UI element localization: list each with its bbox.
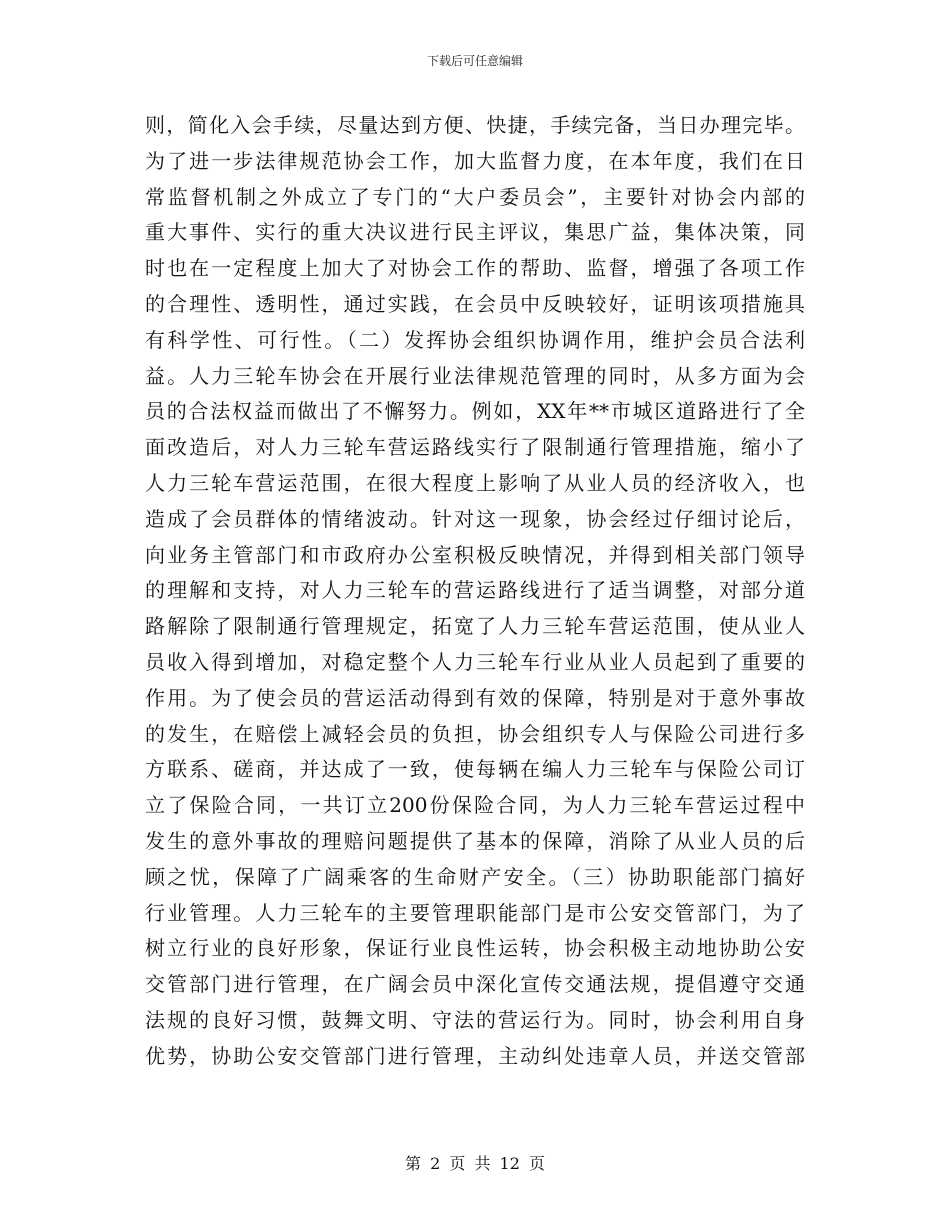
text-line: 员的合法权益而做出了不懈努力。例如，XX年**市城区道路进行了全	[145, 399, 805, 424]
text-line: 员收入得到增加，对稳定整个人力三轮车行业从业人员起到了重要的	[145, 649, 805, 674]
text-line: 益。人力三轮车协会在开展行业法律规范管理的同时，从多方面为会	[145, 363, 805, 388]
text-line: 交管部门进行管理，在广阔会员中深化宣传交通法规，提倡遵守交通	[145, 972, 805, 997]
text-line: 的理解和支持，对人力三轮车的营运路线进行了适当调整，对部分道	[145, 578, 805, 603]
text-line: 造成了会员群体的情绪波动。针对这一现象，协会经过仔细讨论后，	[145, 506, 805, 531]
text-line: 则，简化入会手续，尽量达到方便、快捷，手续完备，当日办理完毕。	[145, 113, 805, 137]
page-number: 第 2 页 共 12 页	[405, 1154, 545, 1173]
text-line: 树立行业的良好形象，保证行业良性运转，协会积极主动地协助公安	[145, 936, 805, 961]
text-line: 作用。为了使会员的营运活动得到有效的保障，特别是对于意外事故	[145, 685, 805, 710]
text-line: 重大事件、实行的重大决议进行民主评议，集思广益，集体决策，同	[145, 220, 805, 245]
text-line: 法规的良好习惯，鼓舞文明、守法的营运行为。同时，协会利用自身	[145, 1007, 805, 1032]
text-line: 有科学性、可行性。（二）发挥协会组织协调作用，维护会员合法利	[145, 327, 805, 352]
text-line: 顾之忧，保障了广阔乘客的生命财产安全。（三）协助职能部门搞好	[145, 864, 805, 889]
body-text	[145, 108, 805, 1075]
text-line: 面改造后，对人力三轮车营运路线实行了限制通行管理措施，缩小了	[145, 435, 805, 460]
text-line: 为了进一步法律规范协会工作，加大监督力度，在本年度，我们在日	[145, 148, 805, 173]
text-line: 人力三轮车营运范围，在很大程度上影响了从业人员的经济收入，也	[145, 470, 805, 495]
text-line: 立了保险合同，一共订立200份保险合同，为人力三轮车营运过程中	[145, 793, 805, 818]
text-line: 路解除了限制通行管理规定，拓宽了人力三轮车营运范围，使从业人	[145, 614, 805, 639]
text-line: 行业管理。人力三轮车的主要管理职能部门是市公安交管部门，为了	[145, 900, 805, 925]
text-line: 时也在一定程度上加大了对协会工作的帮助、监督，增强了各项工作	[145, 256, 805, 281]
text-line: 优势，协助公安交管部门进行管理，主动纠处违章人员，并送交管部	[145, 1043, 805, 1068]
text-line: 常监督机制之外成立了专门的“大户委员会”，主要针对协会内部的	[145, 184, 805, 209]
text-line: 发生的意外事故的理赔问题提供了基本的保障，消除了从业人员的后	[145, 828, 805, 853]
text-line: 向业务主管部门和市政府办公室积极反映情况，并得到相关部门领导	[145, 542, 805, 567]
text-line: 的合理性、透明性，通过实践，在会员中反映较好，证明该项措施具	[145, 291, 805, 316]
text-line: 的发生，在赔偿上减轻会员的负担，协会组织专人与保险公司进行多	[145, 721, 805, 746]
page-header: 下载后可任意编辑	[426, 54, 523, 68]
text-line: 方联系、磋商，并达成了一致，使每辆在编人力三轮车与保险公司订	[145, 757, 805, 782]
